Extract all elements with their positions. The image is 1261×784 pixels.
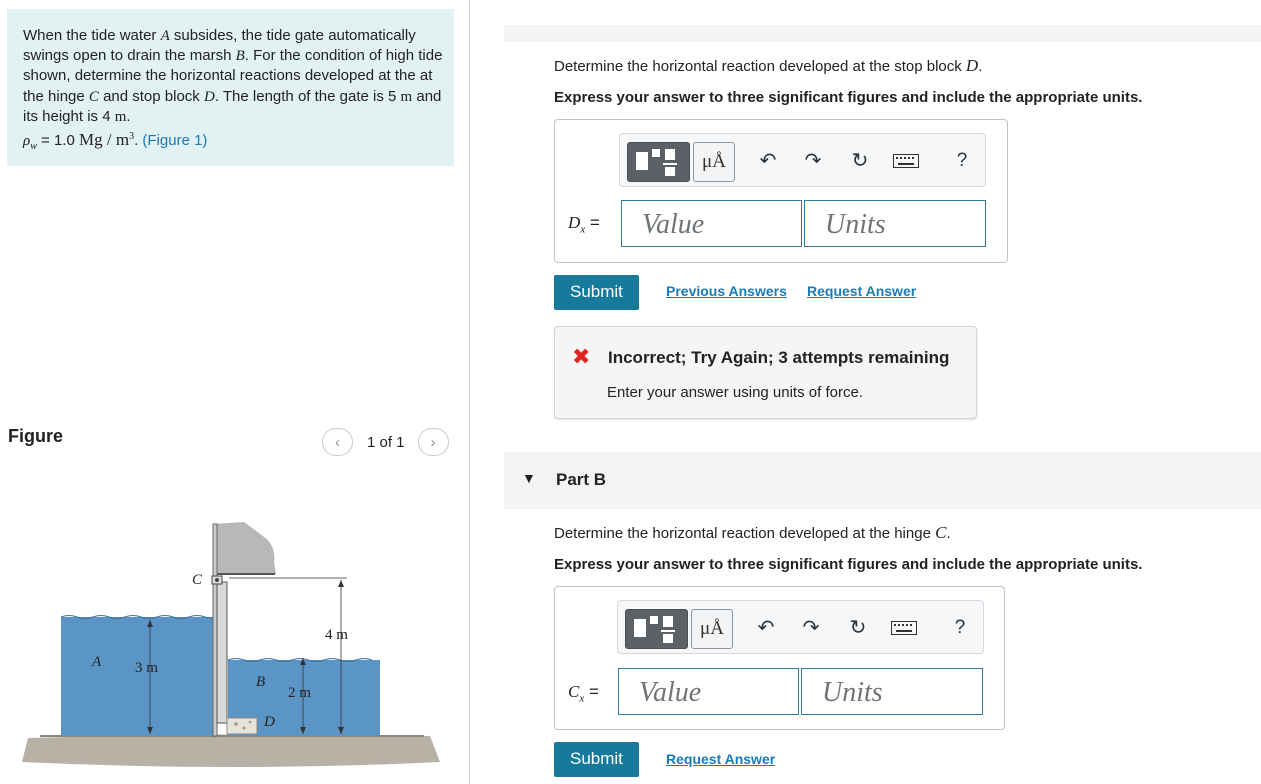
question-text: Determine the horizontal reaction developed at the stop block: [554, 58, 966, 75]
undo-button[interactable]: [754, 616, 778, 640]
caret-down-icon: ▼: [522, 470, 536, 486]
rho-symbol: ρ: [23, 133, 31, 150]
part-b-answer-box: [554, 586, 1005, 730]
keyboard-icon: [893, 154, 919, 168]
label-d: D: [264, 714, 275, 730]
part-b-question: [554, 523, 951, 543]
templates-button[interactable]: [625, 609, 688, 649]
var-subscript: x: [579, 692, 585, 705]
rho-subscript: w: [30, 141, 37, 153]
block-texture: [234, 722, 238, 726]
concrete-wall: [213, 522, 276, 574]
redo-icon: ↷: [802, 617, 820, 639]
problem-text: and stop block: [98, 87, 204, 105]
prev-figure-button[interactable]: [322, 428, 353, 456]
problem-text: .: [134, 132, 143, 150]
dx-value-input[interactable]: Value: [621, 200, 802, 247]
rho-units: Mg / m: [79, 130, 130, 150]
chevron-left-icon: ‹: [335, 433, 340, 451]
part-b-header[interactable]: [504, 452, 1261, 509]
ground-shape: [22, 734, 440, 767]
label-3m: 3 m: [135, 660, 158, 676]
part-b-instruction: Express your answer to three significant figures and include the appropriate units.: [554, 556, 1143, 573]
undo-icon: ↶: [757, 617, 775, 639]
label-2m: 2 m: [288, 685, 311, 701]
block-texture: [243, 727, 246, 730]
wall-post: [213, 524, 217, 736]
reset-button[interactable]: [846, 616, 870, 640]
var-d: D: [203, 88, 215, 105]
keyboard-icon: [891, 621, 917, 635]
label-b: B: [256, 674, 266, 690]
part-a-instruction: Express your answer to three significant figures and include the appropriate units.: [554, 89, 1143, 106]
problem-text: subsides, the tide gate automatically swings open to drain the marsh: [23, 27, 416, 65]
hinge-pin: [215, 578, 219, 582]
redo-button[interactable]: [799, 616, 823, 640]
problem-text: and its height is 4: [23, 87, 442, 125]
var-b: B: [235, 48, 245, 65]
help-icon: ?: [956, 150, 968, 171]
keyboard-button[interactable]: [892, 149, 920, 173]
units-icon: μÅ: [702, 151, 726, 172]
dx-label: [568, 213, 600, 235]
cx-units-input[interactable]: Units: [801, 668, 983, 715]
problem-text: .: [126, 107, 131, 125]
undo-button[interactable]: [756, 149, 780, 173]
problem-text: When the tide water: [23, 27, 161, 44]
var-symbol: D: [568, 213, 581, 232]
figure-link[interactable]: (Figure 1): [142, 132, 208, 150]
part-a-question: [554, 56, 982, 76]
help-icon: ?: [954, 617, 966, 638]
var-subscript: x: [580, 223, 586, 236]
keyboard-button[interactable]: [890, 616, 918, 640]
question-var: D: [965, 56, 979, 75]
undo-icon: ↶: [759, 150, 777, 172]
templates-icon: [626, 610, 687, 648]
part-b-request-answer-link[interactable]: Request Answer: [666, 751, 776, 767]
label-c: C: [192, 572, 203, 588]
part-b-toolbar: [617, 600, 984, 654]
units-button[interactable]: [691, 609, 733, 649]
question-text: .: [978, 58, 983, 75]
tide-gate: [217, 582, 227, 723]
figure-pager: [322, 428, 449, 456]
tide-gate-figure: [0, 500, 470, 784]
label-a: A: [92, 654, 102, 670]
feedback-box: [554, 326, 977, 419]
chevron-right-icon: ›: [430, 433, 436, 451]
reset-icon: ↻: [851, 150, 869, 172]
help-button[interactable]: [948, 616, 972, 640]
equals-sign: =: [584, 682, 599, 701]
problem-text: . The length of the gate is 5: [214, 87, 401, 105]
label-4m: 4 m: [325, 627, 348, 643]
var-a: A: [160, 28, 170, 44]
pager-text: 1 of 1: [367, 433, 405, 451]
next-figure-button[interactable]: [418, 428, 449, 456]
x-icon: ✖: [572, 344, 591, 369]
help-button[interactable]: [950, 149, 974, 173]
redo-button[interactable]: [801, 149, 825, 173]
part-b-title: Part B: [556, 470, 607, 489]
unit-m: m: [400, 88, 413, 105]
water-a: [61, 617, 215, 736]
templates-icon: [628, 143, 689, 181]
feedback-message: Enter your answer using units of force.: [607, 384, 863, 401]
rho-exponent: 3: [129, 131, 135, 143]
cx-value-input[interactable]: Value: [618, 668, 799, 715]
dx-units-input[interactable]: Units: [804, 200, 986, 247]
units-button[interactable]: [693, 142, 735, 182]
part-a-header: [504, 25, 1261, 42]
feedback-title: Incorrect; Try Again; 3 attempts remaining: [608, 348, 950, 367]
var-symbol: C: [568, 682, 580, 701]
equals-sign: =: [585, 213, 600, 232]
previous-answers-link[interactable]: Previous Answers: [666, 283, 787, 299]
figure-title: Figure: [8, 426, 64, 446]
rho-equals: = 1.0: [36, 132, 79, 150]
part-b-submit-button[interactable]: Submit: [554, 742, 639, 777]
reset-button[interactable]: [848, 149, 872, 173]
cx-label: [568, 682, 599, 704]
units-icon: μÅ: [700, 618, 724, 639]
block-texture: [249, 721, 252, 724]
redo-icon: ↷: [804, 150, 822, 172]
part-a-toolbar: [619, 133, 986, 187]
question-text: .: [946, 525, 951, 542]
unit-m: m: [114, 108, 127, 125]
reset-icon: ↻: [849, 617, 867, 639]
question-text: Determine the horizontal reaction developed at the hinge: [554, 525, 936, 542]
templates-button[interactable]: [627, 142, 690, 182]
part-a-request-answer-link[interactable]: Request Answer: [807, 283, 917, 299]
question-var: C: [935, 523, 947, 542]
part-a-submit-button[interactable]: Submit: [554, 275, 639, 310]
problem-statement: [7, 9, 454, 166]
var-c: C: [88, 88, 99, 105]
stop-block: [227, 718, 257, 734]
problem-text: . For the condition of high tide shown, determine the horizontal reactions developed at the at the hinge: [23, 47, 443, 105]
part-a-answer-box: [554, 119, 1008, 263]
left-column: [0, 0, 470, 784]
